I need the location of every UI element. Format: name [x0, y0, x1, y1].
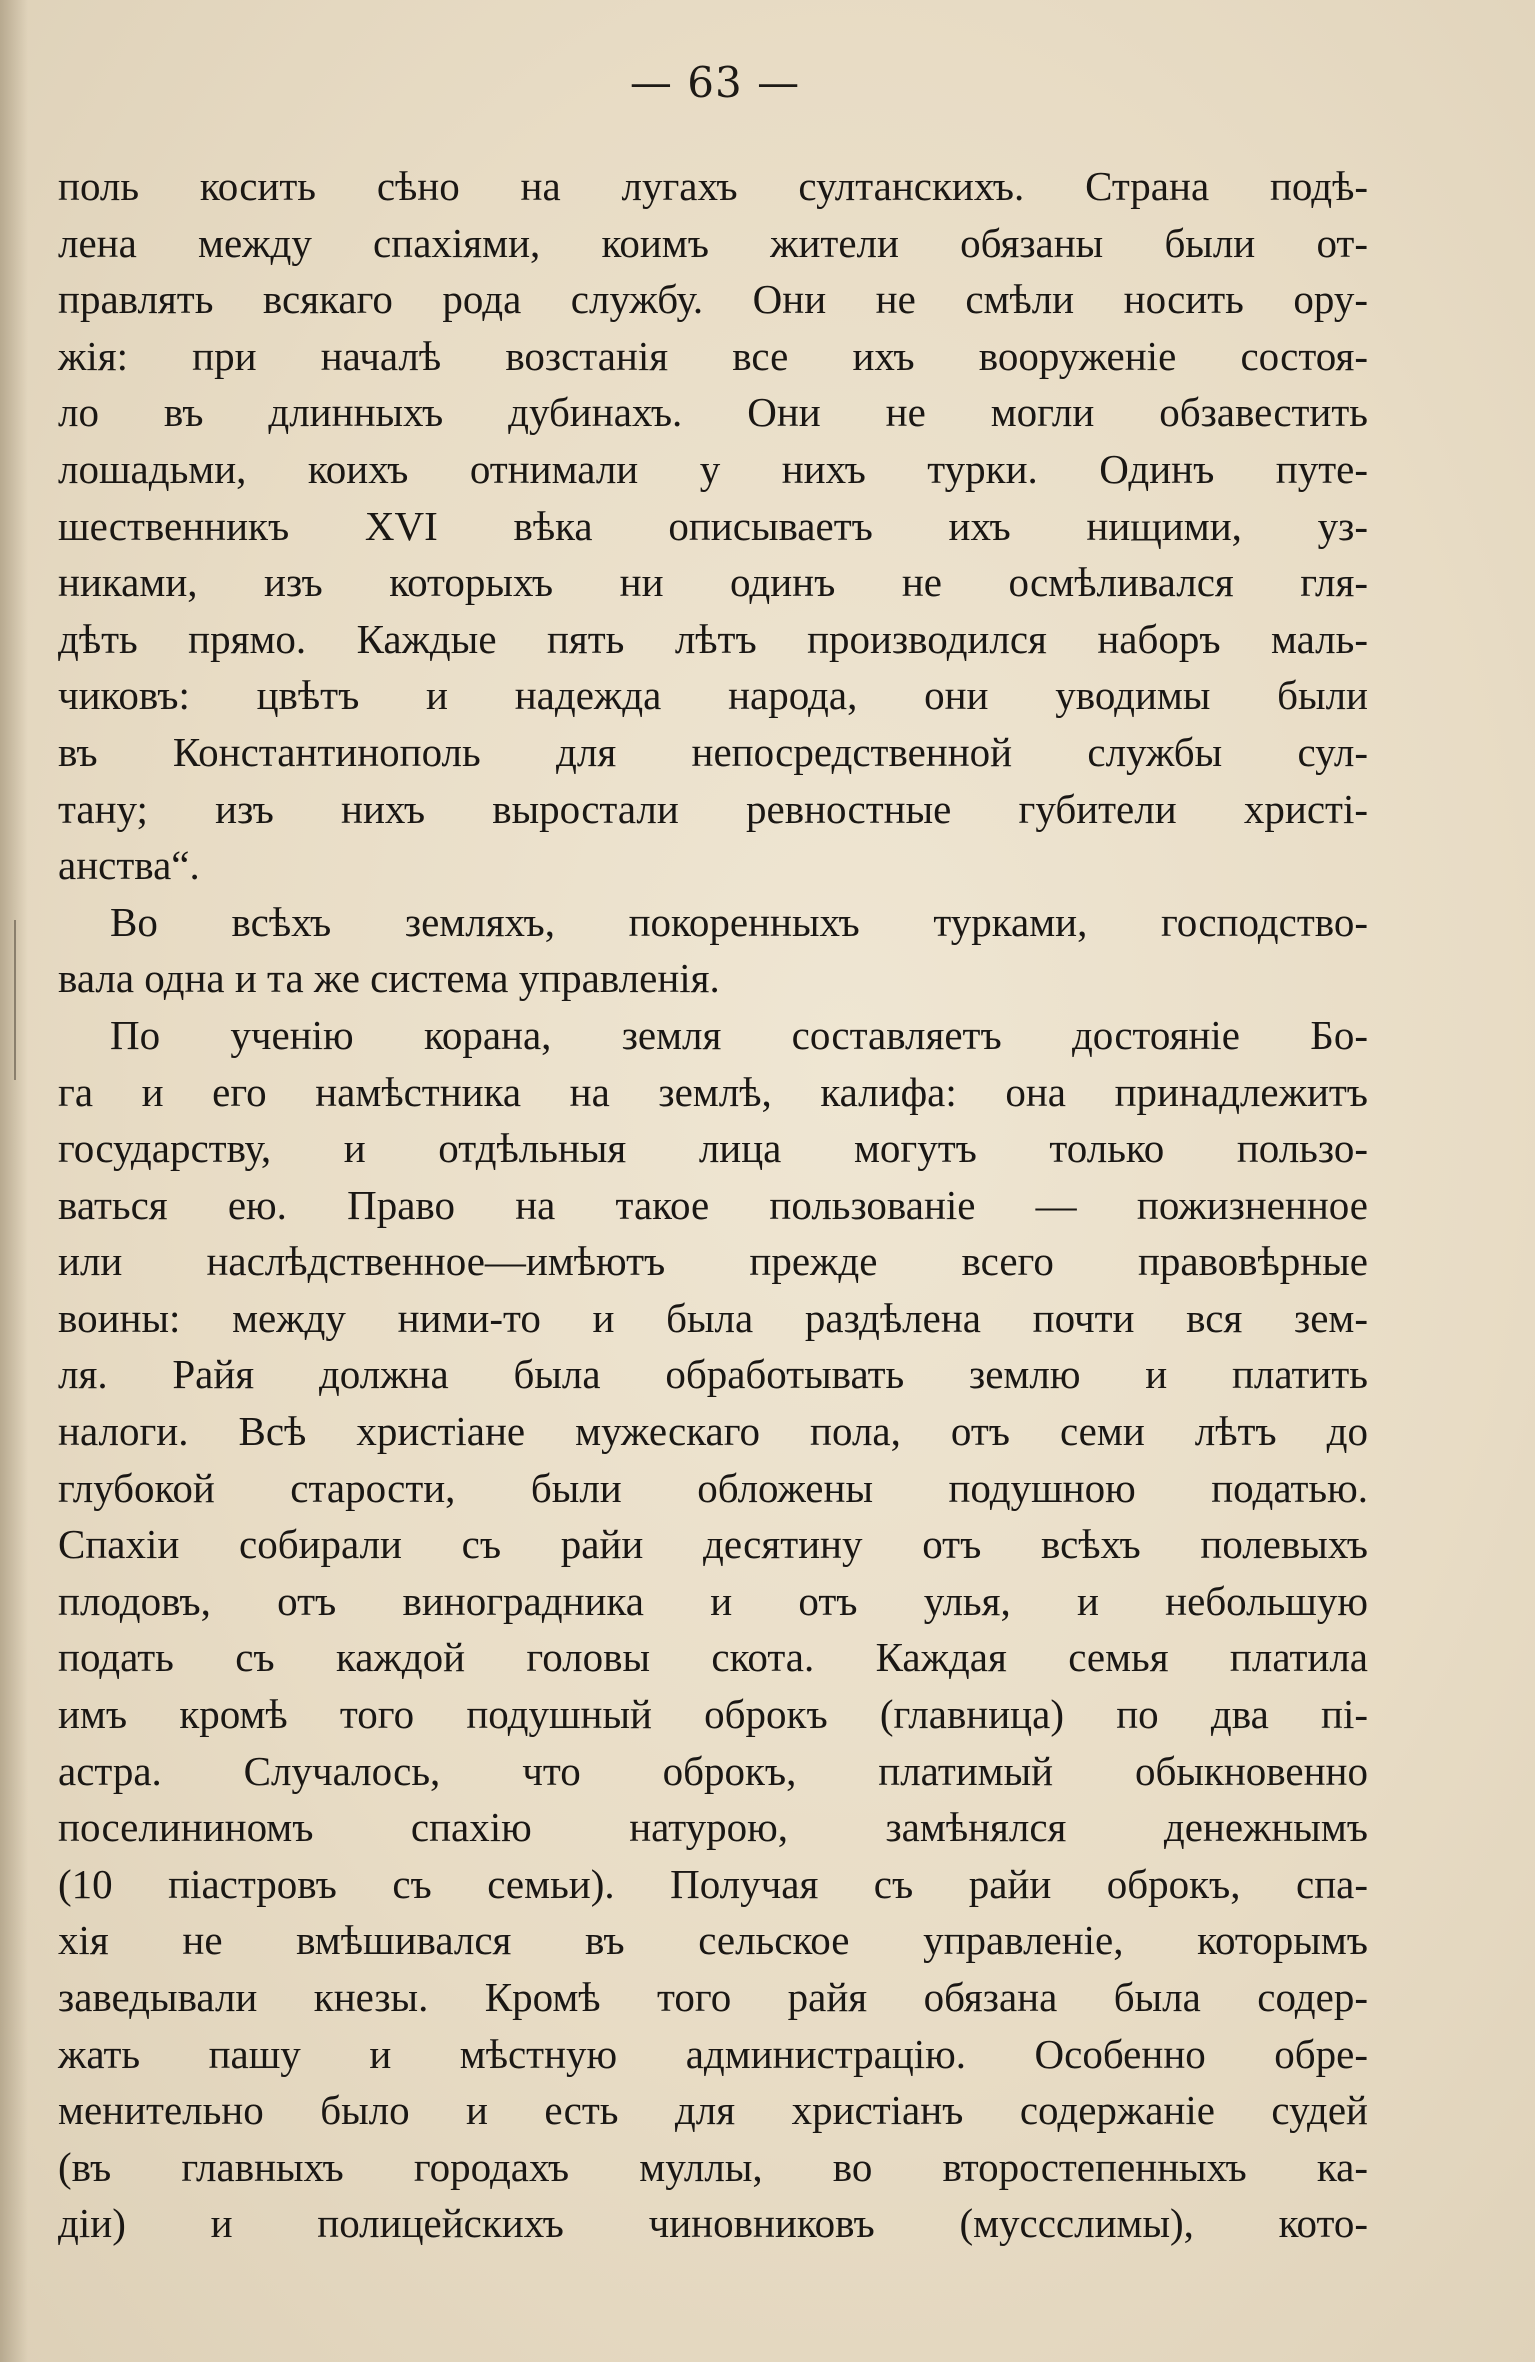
page-number: — 63 —	[629, 58, 801, 107]
text-line: шественникъ XVI вѣка описываетъ ихъ нищими, уз-	[58, 502, 1368, 549]
text-line: поль косить сѣно на лугахъ султанскихъ. Страна подѣ-	[58, 163, 1368, 209]
text-line: анства“.	[58, 842, 200, 889]
text-line: заведывали кнезы. Кромѣ того райя обязана была содер-	[58, 1974, 1368, 2020]
text-line: тану; изъ нихъ выростали ревностные губители христі-	[58, 785, 1368, 832]
paragraph	[58, 894, 1368, 1007]
text-line: лошадьми, коихъ отнимали у нихъ турки. Одинъ путе-	[58, 445, 1368, 492]
text-line: Спахіи собирали съ райи десятину отъ всѣхъ полевыхъ	[58, 1521, 1368, 1568]
text-line: хія не вмѣшивался въ сельское управленіе, которымъ	[58, 1917, 1368, 1964]
text-line: чиковъ: цвѣтъ и надежда народа, они уводимы были	[58, 672, 1368, 719]
text-line: подать съ каждой головы скота. Каждая семья платила	[58, 1634, 1368, 1681]
text-line: діи) и полицейскихъ чиновниковъ (муссслимы), кото-	[58, 2200, 1368, 2247]
text-line: По ученію корана, земля составляетъ достояніе Бо-	[110, 1011, 1368, 1058]
text-line: ло въ длинныхъ дубинахъ. Они не могли обзавестить	[58, 389, 1368, 436]
text-line: ваться ею. Право на такое пользованіе — пожизненное	[58, 1181, 1368, 1228]
text-line: жія: при началѣ возстанія все ихъ вооруженіе состоя-	[58, 332, 1368, 379]
text-line: правлять всякаго рода службу. Они не смѣли носить ору-	[58, 276, 1368, 323]
text-line: никами, изъ которыхъ ни одинъ не осмѣливался гля-	[58, 559, 1368, 606]
text-line: воины: между ними-то и была раздѣлена почти вся зем-	[58, 1294, 1368, 1341]
text-line: ля. Райя должна была обработывать землю и платить	[58, 1351, 1368, 1398]
text-line: астра. Случалось, что оброкъ, платимый обыкновенно	[58, 1747, 1368, 1794]
margin-pencil-mark	[14, 920, 16, 1080]
text-line: (въ главныхъ городахъ муллы, во второстепенныхъ ка-	[58, 2143, 1368, 2190]
page-edge-shadow	[0, 0, 28, 2362]
text-line: глубокой старости, были обложены подушною податью.	[58, 1464, 1368, 1511]
text-line: га и его намѣстника на землѣ, калифа: она принадлежитъ	[58, 1068, 1368, 1115]
text-line: менительно было и есть для христіанъ содержаніе судей	[58, 2087, 1368, 2134]
text-line: поселининомъ спахію натурою, замѣнялся денежнымъ	[58, 1804, 1368, 1851]
paragraph	[58, 158, 1368, 894]
text-line: государству, и отдѣльныя лица могутъ только пользо-	[58, 1125, 1368, 1172]
text-line: лена между спахіями, коимъ жители обязаны были от-	[58, 219, 1368, 266]
text-line: дѣть прямо. Каждые пять лѣтъ производился наборъ маль-	[58, 615, 1368, 662]
text-line: налоги. Всѣ христіане мужескаго пола, отъ семи лѣтъ до	[58, 1408, 1368, 1455]
text-line: въ Константинополь для непосредственной службы сул-	[58, 728, 1368, 775]
paragraph	[58, 1007, 1368, 2252]
text-line: вала одна и та же система управленія.	[58, 955, 720, 1002]
text-line: (10 піастровъ съ семьи). Получая съ райи оброкъ, спа-	[58, 1860, 1368, 1907]
text-line: имъ кромѣ того подушный оброкъ (главница) по два пі-	[58, 1691, 1368, 1738]
text-line: плодовъ, отъ виноградника и отъ улья, и небольшую	[58, 1577, 1368, 1624]
text-line: Во всѣхъ земляхъ, покоренныхъ турками, господство-	[110, 898, 1368, 945]
body-text	[58, 158, 1368, 2252]
text-line: или наслѣдственное—имѣютъ прежде всего правовѣрные	[58, 1238, 1368, 1285]
text-line: жать пашу и мѣстную администрацію. Особенно обре-	[58, 2030, 1368, 2077]
